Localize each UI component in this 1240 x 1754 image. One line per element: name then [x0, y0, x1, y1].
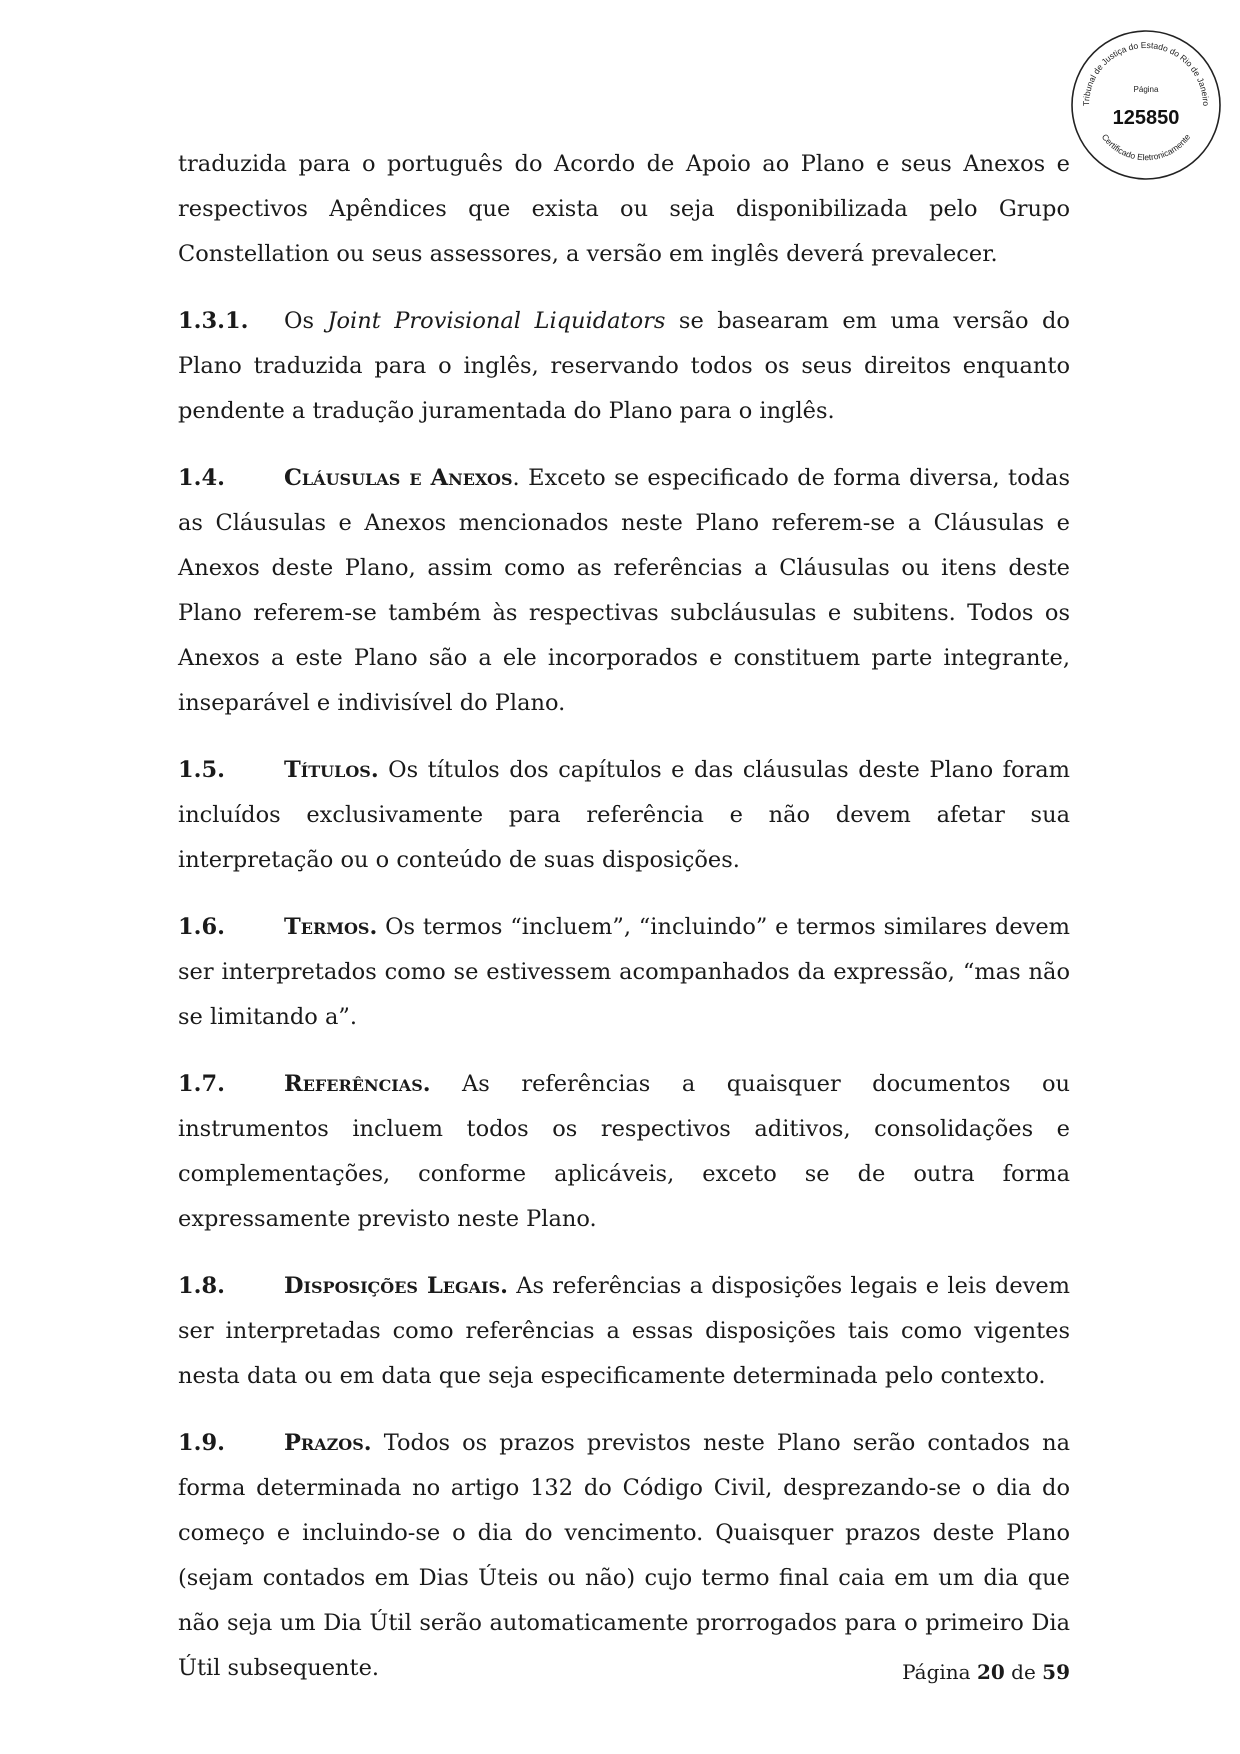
clause-number: 1.3.1.	[178, 308, 249, 334]
clause-number: 1.4.	[178, 465, 225, 491]
clause-1-8	[178, 1264, 1070, 1399]
clause-text: se basearam em uma versão do Plano traduzida para o inglês, reservando todos os seus direitos enquanto pendente a tradução juramentada do Plano para o inglês.	[178, 308, 1070, 424]
clause-number: 1.9.	[178, 1430, 225, 1456]
clause-text: As referências a quaisquer documentos ou instrumentos incluem todos os respectivos aditivos, consolidações e complementações, conforme aplicáveis, exceto se de outra forma expressamente previsto neste Plano.	[178, 1071, 1070, 1232]
clause-text: Os títulos dos capítulos e das cláusulas deste Plano foram incluídos exclusivamente para referência e não devem afetar sua interpretação ou o conteúdo de suas disposições.	[178, 757, 1070, 873]
document-body	[178, 142, 1070, 1713]
continuation-paragraph	[178, 142, 1070, 277]
seal-bottom-text: Certificado Eletronicamente	[1099, 131, 1193, 163]
clause-1-4	[178, 456, 1070, 726]
clause-1-7	[178, 1062, 1070, 1242]
footer-total-pages: 59	[1042, 1660, 1070, 1684]
clause-pre-text: Os	[284, 308, 328, 334]
seal-number: 125850	[1112, 107, 1180, 129]
clause-heading: Cláusulas e Anexos	[284, 465, 513, 491]
clause-number: 1.8.	[178, 1273, 225, 1299]
clause-text: Todos os prazos previstos neste Plano serão contados na forma determinada no artigo 132 do Código Civil, desprezando-se o dia do começo e incluindo-se o dia do vencimento. Quaisquer prazos deste Plano (sejam contados em Dias Úteis ou não) cujo termo final caia em um dia que não seja um Dia Útil serão automaticamente prorrogados para o primeiro Dia Útil subsequente.	[178, 1430, 1070, 1681]
footer-current-page: 20	[976, 1660, 1005, 1684]
page-footer	[902, 1660, 1070, 1684]
clause-1-6	[178, 905, 1070, 1040]
clause-number: 1.7.	[178, 1071, 225, 1097]
clause-italic-term: Joint Provisional Liquidators	[327, 308, 666, 334]
clause-heading: Prazos.	[284, 1430, 372, 1456]
clause-heading: Disposições Legais.	[284, 1273, 508, 1299]
seal-label: Página	[1133, 85, 1159, 94]
clause-1-9	[178, 1421, 1070, 1691]
clause-number: 1.5.	[178, 757, 225, 783]
clause-number: 1.6.	[178, 914, 225, 940]
clause-text: . Exceto se especificado de forma diversa, todas as Cláusulas e Anexos mencionados neste Plano referem-se a Cláusulas e Anexos deste Plano, assim como as referências a Cláusulas ou itens deste Plano referem-se também às respectivas subcláusulas e subitens. Todos os Anexos a este Plano são a ele incorporados e constituem parte integrante, inseparável e indivisível do Plano.	[178, 465, 1070, 716]
court-seal	[1069, 28, 1223, 182]
continuation-text: traduzida para o português do Acordo de Apoio ao Plano e seus Anexos e respectivos Apêndices que exista ou seja disponibilizada pelo Grupo Constellation ou seus assessores, a versão em inglês deverá prevalecer.	[178, 151, 1070, 267]
clause-1-5	[178, 748, 1070, 883]
seal-top-text: Tribunal de Justiça do Estado do Rio de Janeiro	[1080, 39, 1212, 107]
clause-heading: Títulos.	[284, 757, 379, 783]
footer-of: de	[1011, 1660, 1036, 1684]
clause-heading: Referências.	[284, 1071, 431, 1097]
clause-1-3-1	[178, 299, 1070, 434]
footer-label: Página	[902, 1660, 971, 1684]
clause-heading: Termos.	[284, 914, 378, 940]
clause-text: Os termos “incluem”, “incluindo” e termos similares devem ser interpretados como se estivessem acompanhados da expressão, “mas não se limitando a”.	[178, 914, 1070, 1030]
clause-text: As referências a disposições legais e leis devem ser interpretadas como referências a essas disposições tais como vigentes nesta data ou em data que seja especificamente determinada pelo contexto.	[178, 1273, 1071, 1389]
